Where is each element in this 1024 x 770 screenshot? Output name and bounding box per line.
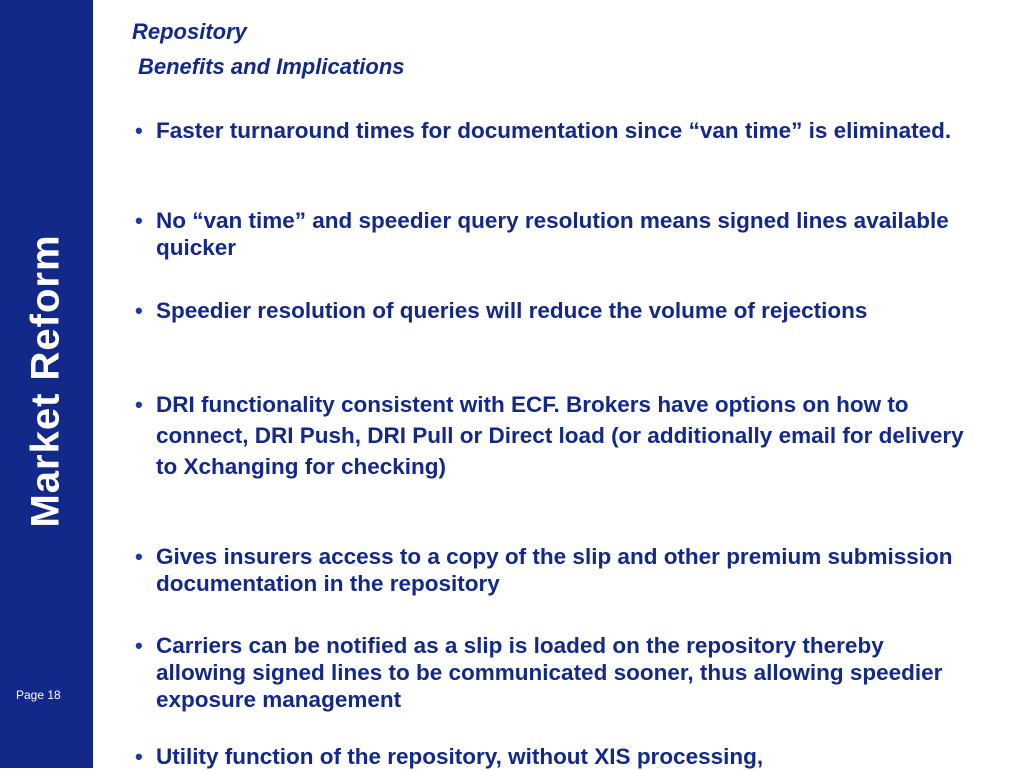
slide-title	[132, 17, 405, 82]
bullet-item	[131, 207, 971, 261]
bullet-item	[131, 116, 971, 146]
page-number: Page 18	[16, 688, 61, 702]
bullet-text: Gives insurers access to a copy of the slip and other premium submission documentation in the repository	[156, 544, 953, 596]
bullet-item	[131, 389, 971, 482]
bullet-icon: •	[135, 118, 143, 143]
bullet-icon: •	[135, 208, 143, 233]
bullet-icon: •	[135, 744, 143, 769]
bullet-item	[131, 743, 971, 770]
bullet-text: Speedier resolution of queries will reduce the volume of rejections	[156, 298, 868, 323]
brand-text: Market Reform	[23, 234, 68, 528]
bullet-item	[131, 632, 971, 713]
bullet-item	[131, 297, 971, 324]
bullet-text: Utility function of the repository, without XIS processing,	[156, 744, 764, 769]
bullet-text: No “van time” and speedier query resolution means signed lines available quicker	[156, 208, 949, 260]
bullet-text: DRI functionality consistent with ECF. Brokers have options on how to connect, DRI Push, DRI Pull or Direct load (or additionally email for delivery to Xchanging for checking)	[156, 392, 964, 479]
sidebar	[0, 0, 93, 768]
bullet-icon: •	[135, 633, 143, 658]
title-line-1: Repository	[132, 19, 247, 44]
bullet-text: Faster turnaround times for documentation since “van time” is eliminated.	[156, 118, 952, 143]
bullet-icon: •	[135, 544, 143, 569]
bullet-text: Carriers can be notified as a slip is loaded on the repository thereby allowing signed lines to be communicated sooner, thus allowing speedier exposure management	[156, 633, 943, 712]
bullet-icon: •	[135, 392, 143, 417]
bullet-item	[131, 543, 971, 597]
bullet-icon: •	[135, 298, 143, 323]
title-line-2: Benefits and Implications	[138, 54, 405, 79]
